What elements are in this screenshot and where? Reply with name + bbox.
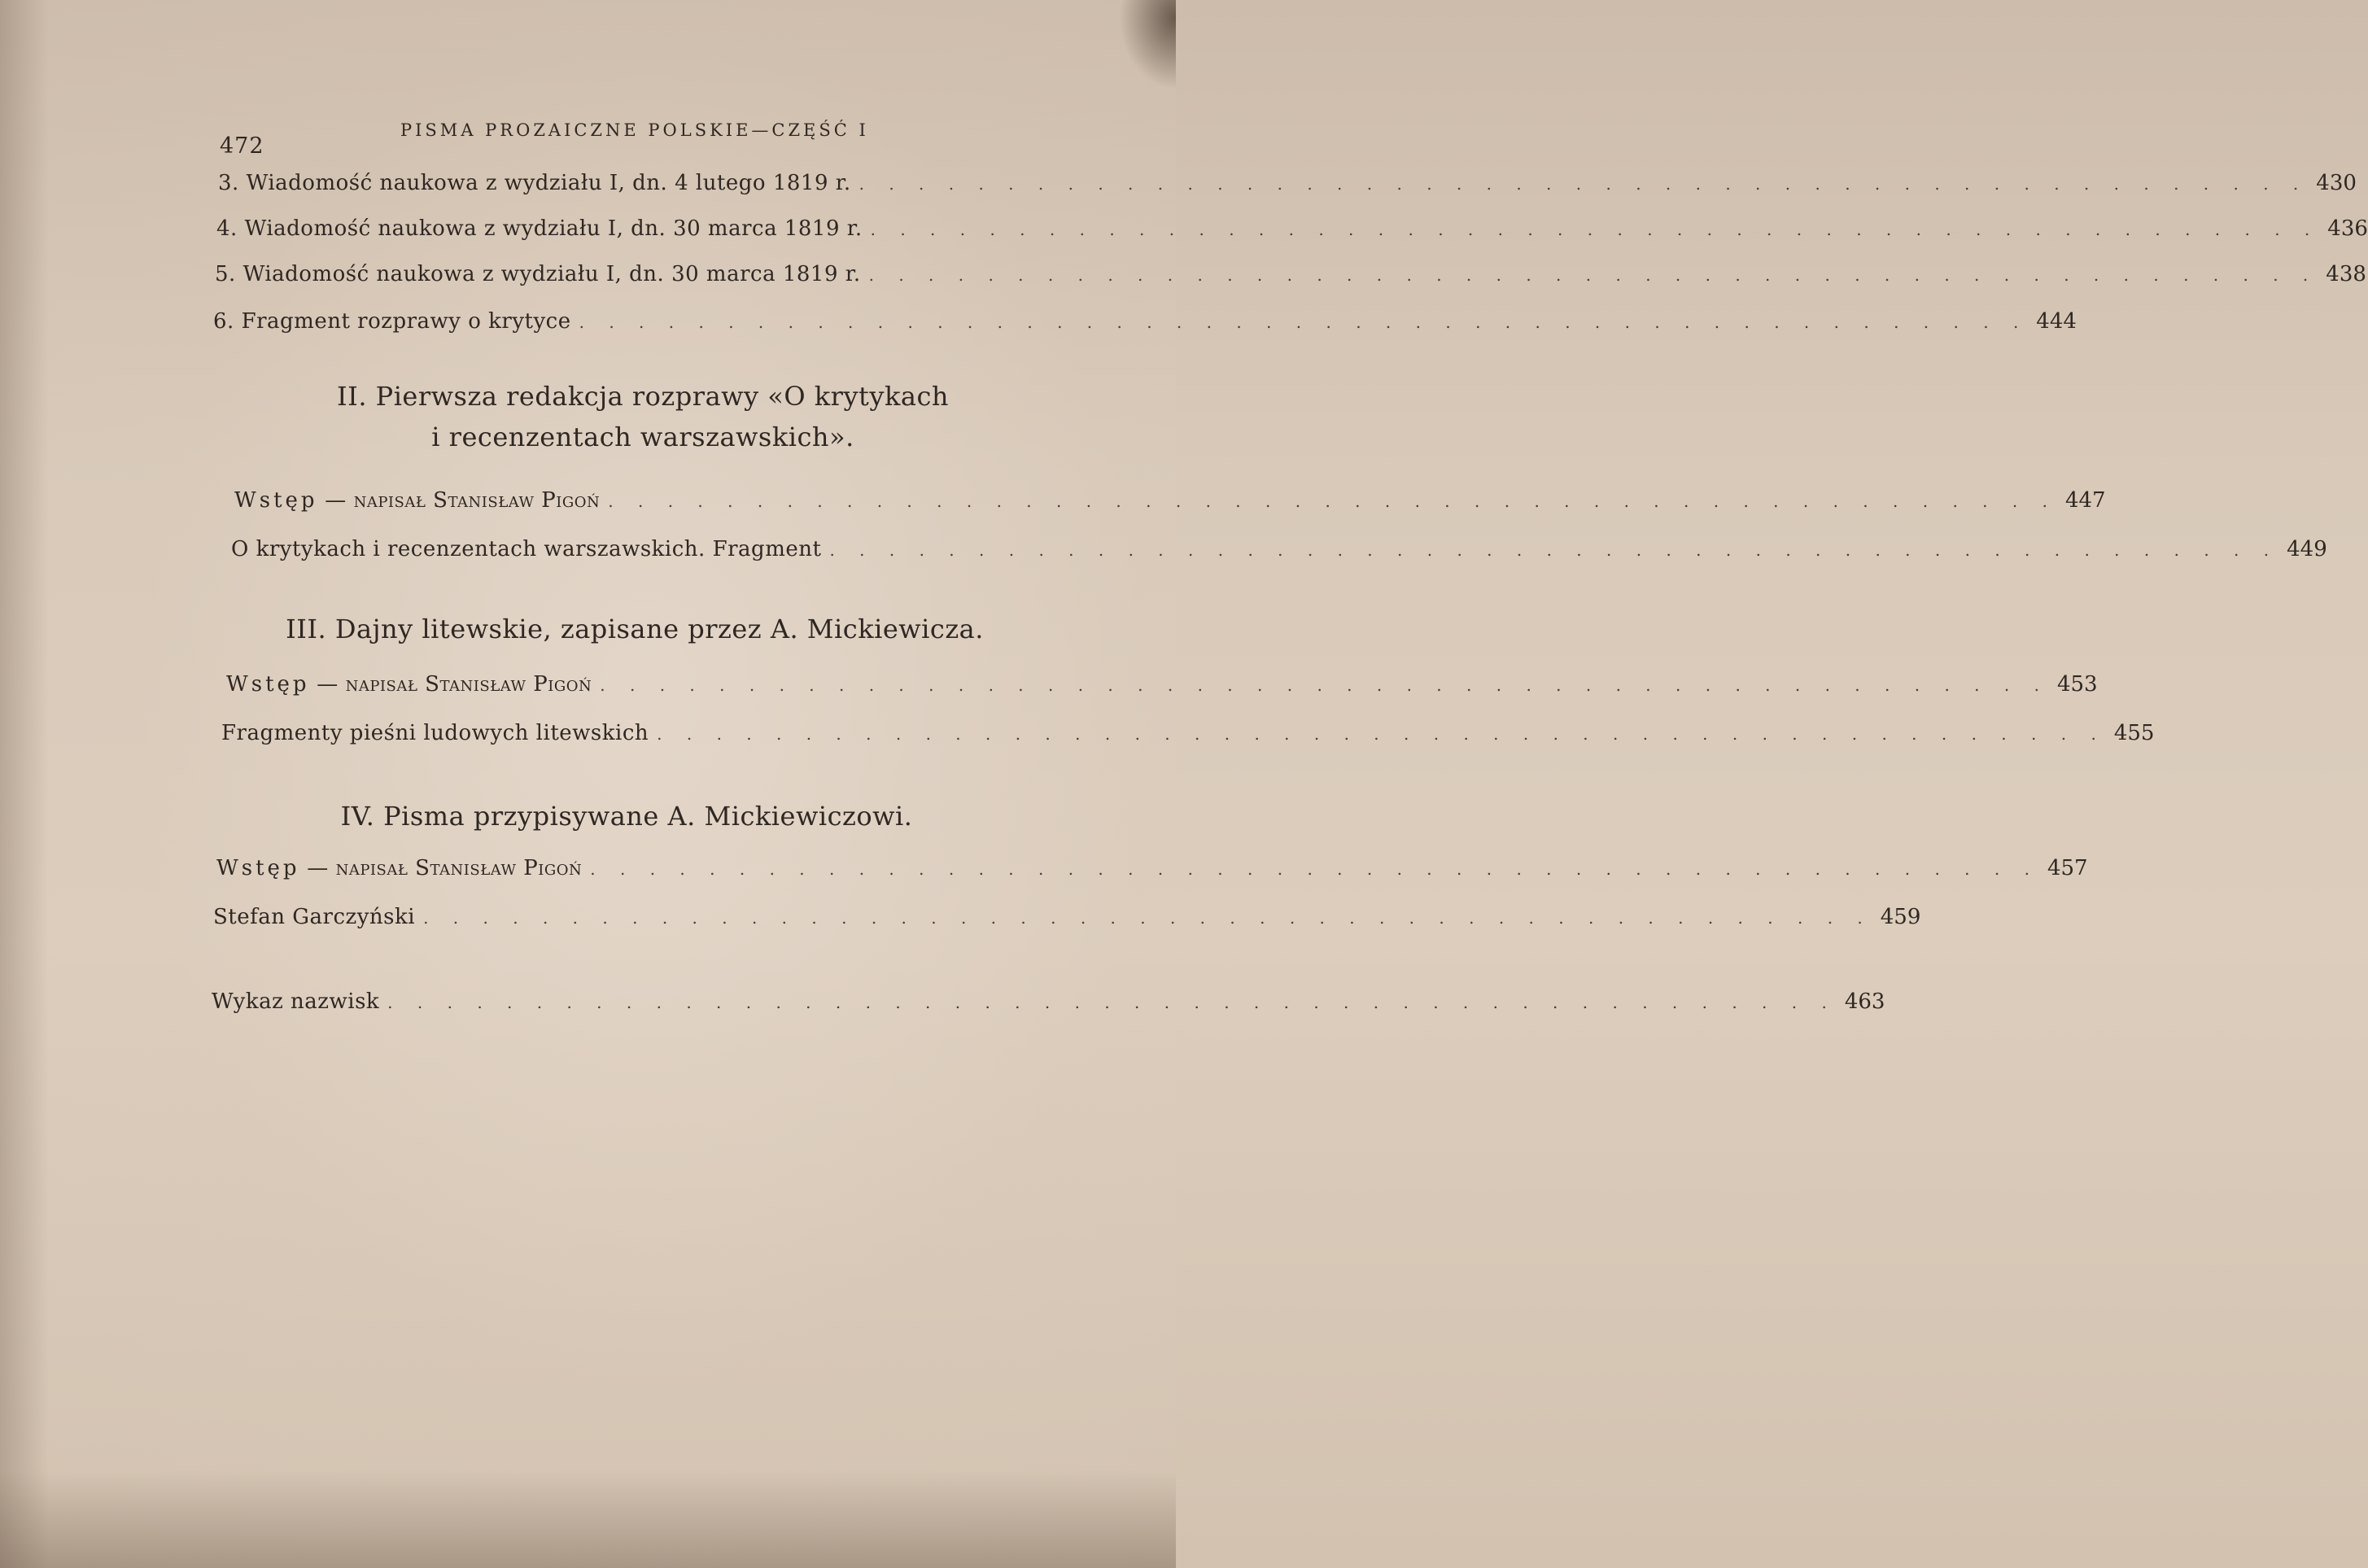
toc-entry-page: 453: [2056, 672, 2098, 697]
toc-entry: [234, 488, 2106, 513]
toc-leader: . . . . . . . . . . . . . . . . . . . . . . . . . . . . . . . . . . . . . . . . . . . . . . . . .: [870, 220, 2320, 239]
toc-entry-page: 449: [2287, 537, 2327, 561]
toc-leader: . . . . . . . . . . . . . . . . . . . . . . . . . . . . . . . . . . . . . . . . . . . . . . . . .: [387, 993, 1837, 1012]
toc-leader: . . . . . . . . . . . . . . . . . . . . . . . . . . . . . . . . . . . . . . . . . . . . . . . . .: [608, 491, 2057, 511]
toc-leader: . . . . . . . . . . . . . . . . . . . . . . . . . . . . . . . . . . . . . . . . . . . . . . . . .: [600, 675, 2049, 695]
toc-entry-title: 5. Wiadomość naukowa z wydziału I, dn. 30 marca 1819 r.: [215, 262, 861, 286]
toc-entry-lead: Wstęp: [226, 672, 310, 697]
toc-entry-page: 436: [2327, 216, 2368, 241]
page-header: [220, 116, 895, 159]
toc-entry-title: 4. Wiadomość naukowa z wydziału I, dn. 30 marca 1819 r.: [216, 216, 863, 241]
toc-entry-title: O krytykach i recenzentach warszawskich. Fragment: [231, 537, 822, 561]
toc-entry: [231, 537, 2327, 561]
toc-entry: [213, 309, 2077, 334]
toc-entry: [216, 856, 2088, 880]
toc-entry-title: 3. Wiadomość naukowa z wydziału I, dn. 4 lutego 1819 r.: [218, 171, 851, 195]
toc-leader: . . . . . . . . . . . . . . . . . . . . . . . . . . . . . . . . . . . . . . . . . . . . . . . . .: [423, 908, 1872, 928]
toc-entry-title: Wykaz nazwisk: [212, 989, 380, 1014]
toc-entry: [226, 672, 2098, 697]
toc-leader: . . . . . . . . . . . . . . . . . . . . . . . . . . . . . . . . . . . . . . . . . . . . . . . . .: [868, 265, 2318, 285]
section-heading: i recenzentach warszawskich».: [431, 421, 854, 452]
toc-entry-page: 459: [1880, 905, 1921, 929]
toc-entry-index: [212, 989, 1885, 1014]
toc-entry-title: Fragmenty pieśni ludowych litewskich: [221, 721, 649, 745]
toc-entry-page: 457: [2047, 856, 2088, 880]
toc-entry-page: 447: [2064, 488, 2106, 513]
toc-entry-title: Stefan Garczyński: [213, 905, 416, 929]
toc-entry: [221, 721, 2155, 745]
toc-entry-title: — napisał Stanisław Pigoń: [309, 672, 592, 697]
toc-entry-page: 463: [1844, 989, 1885, 1014]
toc-entry-page: 444: [2036, 309, 2077, 334]
toc-entry-page: 430: [2316, 171, 2357, 195]
toc-leader: . . . . . . . . . . . . . . . . . . . . . . . . . . . . . . . . . . . . . . . . . . . . . . . . .: [579, 312, 2029, 332]
toc-entry-page: 455: [2113, 721, 2155, 745]
toc-entry-page: 438: [2326, 262, 2366, 286]
section-heading: III. Dajny litewskie, zapisane przez A. Mickiewicza.: [286, 614, 984, 644]
toc-entry-lead: Wstęp: [216, 856, 300, 880]
toc-entry: [213, 905, 1921, 929]
page-shadow-bottom: [0, 1470, 1176, 1568]
section-heading: II. Pierwsza redakcja rozprawy «O krytykach: [337, 381, 949, 412]
toc-leader: . . . . . . . . . . . . . . . . . . . . . . . . . . . . . . . . . . . . . . . . . . . . . . . . .: [657, 724, 2106, 744]
toc-entry: [216, 216, 2368, 241]
toc-entry: [218, 171, 2357, 195]
toc-entry-lead: Wstęp: [234, 488, 318, 513]
toc-leader: . . . . . . . . . . . . . . . . . . . . . . . . . . . . . . . . . . . . . . . . . . . . . . . . .: [829, 540, 2279, 560]
page-shadow-left: [0, 0, 49, 1568]
toc-leader: . . . . . . . . . . . . . . . . . . . . . . . . . . . . . . . . . . . . . . . . . . . . . . . . .: [859, 174, 2309, 194]
page-corner-shadow: [1119, 0, 1176, 90]
page-number: 472: [220, 133, 264, 159]
toc-leader: . . . . . . . . . . . . . . . . . . . . . . . . . . . . . . . . . . . . . . . . . . . . . . . . .: [590, 859, 2039, 879]
toc-entry-title: 6. Fragment rozprawy o krytyce: [213, 309, 571, 334]
toc-entry: [215, 262, 2366, 286]
running-head: PISMA PROZAICZNE POLSKIE—CZĘŚĆ I: [400, 120, 869, 140]
toc-entry-title: — napisał Stanisław Pigoń: [317, 488, 601, 513]
section-heading: IV. Pisma przypisywane A. Mickiewiczowi.: [340, 801, 913, 832]
toc-entry-title: — napisał Stanisław Pigoń: [299, 856, 583, 880]
